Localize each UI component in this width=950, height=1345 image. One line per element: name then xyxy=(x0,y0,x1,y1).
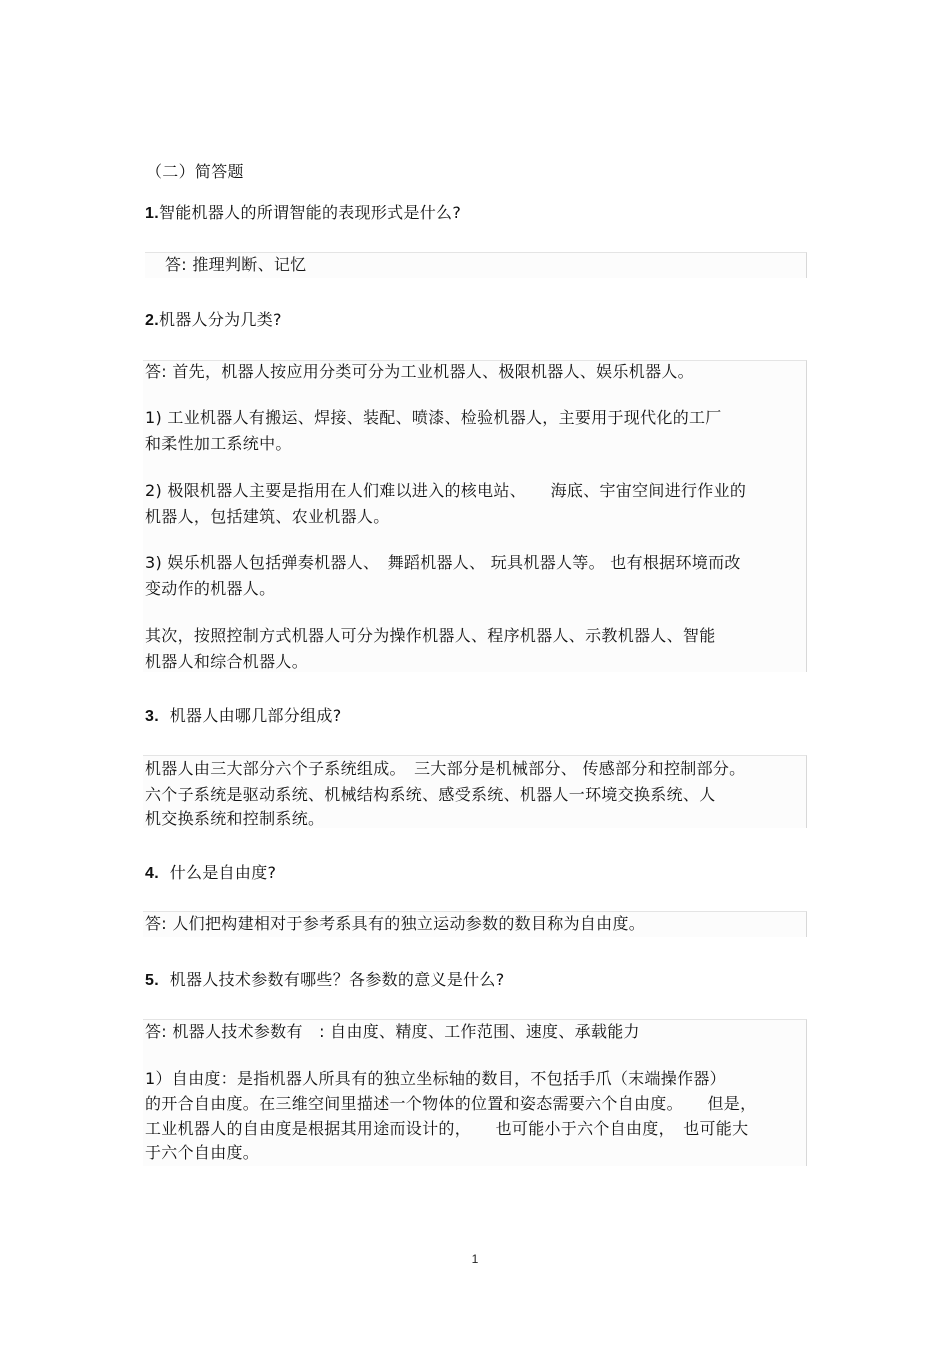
page-number: 1 xyxy=(471,1252,479,1266)
question-number: 2. xyxy=(145,312,159,329)
question-number: 4. xyxy=(145,865,159,882)
answer-1: 答: 推理判断、记忆 xyxy=(165,255,307,274)
answer-4: 答: 人们把构建相对于参考系具有的独立运动参数的数目称为自由度。 xyxy=(145,914,646,933)
question-text: 什么是自由度? xyxy=(169,863,277,882)
question-text: 机器人由哪几部分组成? xyxy=(169,706,342,725)
question-4 xyxy=(145,863,276,884)
question-1 xyxy=(145,203,461,224)
question-text: 机器人技术参数有哪些？各参数的意义是什么? xyxy=(169,970,505,989)
question-number: 5. xyxy=(145,972,159,989)
question-number: 3. xyxy=(145,708,159,725)
answer-2-line: 其次，按照控制方式机器人可分为操作机器人、程序机器人、示教机器人、智能 xyxy=(145,626,716,645)
answer-3-line: 六个子系统是驱动系统、机械结构系统、感受系统、机器人一环境交换系统、人 xyxy=(145,785,716,804)
answer-2-line: 机器人，包括建筑、农业机器人。 xyxy=(145,507,390,526)
answer-5-line: 1）自由度：是指机器人所具有的独立坐标轴的数目，不包括手爪（末端操作器） xyxy=(145,1069,726,1088)
question-text: 机器人分为几类? xyxy=(158,310,282,329)
section-heading: （二）简答题 xyxy=(146,162,244,181)
question-3 xyxy=(145,706,342,727)
answer-2-line: 和柔性加工系统中。 xyxy=(145,434,292,453)
answer-5-line: 的开合自由度。在三维空间里描述一个物体的位置和姿态需要六个自由度。 但是， xyxy=(145,1094,757,1113)
answer-3-line: 机交换系统和控制系统。 xyxy=(145,809,325,828)
answer-5-line: 答: 机器人技术参数有 : 自由度、精度、工作范围、速度、承载能力 xyxy=(145,1022,640,1041)
answer-2-line: 答: 首先，机器人按应用分类可分为工业机器人、极限机器人、娱乐机器人。 xyxy=(145,362,694,381)
question-2 xyxy=(145,310,282,331)
answer-2-line: 变动作的机器人。 xyxy=(145,579,276,598)
answer-5-line: 工业机器人的自由度是根据其用途而设计的， 也可能小于六个自由度， 也可能大 xyxy=(145,1119,749,1138)
answer-2-line: 2) 极限机器人主要是指用在人们难以进入的核电站、 海底、宇宙空间进行作业的 xyxy=(145,481,747,500)
answer-2-line: 1) 工业机器人有搬运、焊接、装配、喷漆、检验机器人，主要用于现代化的工厂 xyxy=(145,408,722,427)
answer-5-line: 于六个自由度。 xyxy=(145,1143,260,1162)
question-5 xyxy=(145,970,505,991)
question-text: 智能机器人的所谓智能的表现形式是什么? xyxy=(158,203,462,222)
answer-2-line: 3) 娱乐机器人包括弹奏机器人、 舞蹈机器人、 玩具机器人等。 也有根据环境而改 xyxy=(145,553,741,572)
answer-2-line: 机器人和综合机器人。 xyxy=(145,652,309,671)
answer-3-line: 机器人由三大部分六个子系统组成。 三大部分是机械部分、 传感部分和控制部分。 xyxy=(145,759,746,778)
question-number: 1. xyxy=(145,205,159,222)
